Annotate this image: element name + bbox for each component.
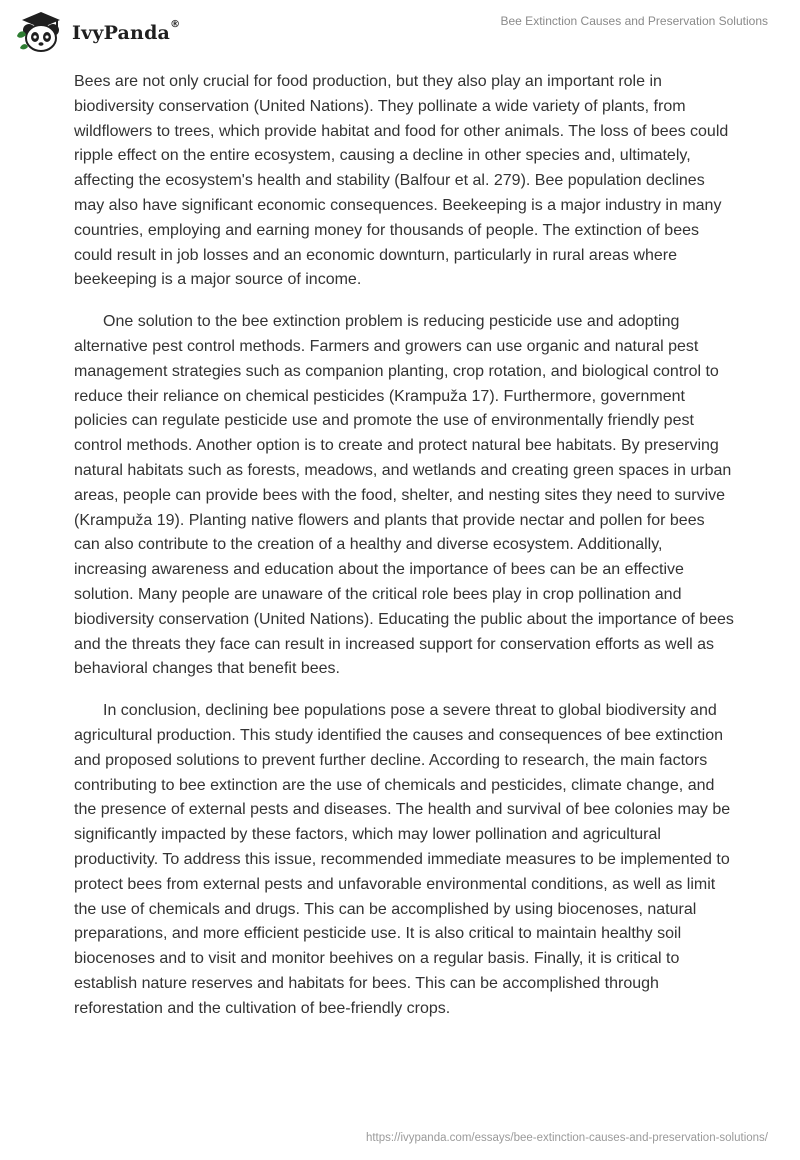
page-header <box>0 0 800 60</box>
paragraph-1: Bees are not only crucial for food production, but they also play an important role in biodiversity conservation (United Nations). They pollinate a wide variety of plants, from wildflowers to trees, which provide habitat and food for other animals. The loss of bees could ripple effect on the entire ecosystem, causing a decline in other species and, ultimately, affecting the ecosystem's health and stability (Balfour et al. 279). Bee population declines may also have significant economic consequences. Beekeeping is a major industry in many countries, employing and earning money for thousands of people. The extinction of bees could result in job losses and an economic downturn, particularly in rural areas where beekeeping is a major source of income. <box>74 73 729 289</box>
paragraph-2: One solution to the bee extinction problem is reducing pesticide use and adopting alternative pest control methods. Farmers and growers can use organic and natural pest management strategies such as companion planting, crop rotation, and biological control to reduce their reliance on chemical pesticides (Krampuža 17). Furthermore, government policies can regulate pesticide use and promote the use of environmentally friendly pest control methods. Another option is to create and protect natural bee habitats. By preserving natural habitats such as forests, meadows, and wetlands and creating green spaces in urban areas, people can provide bees with the food, shelter, and nesting sites they need to survive (Krampuža 19). Planting native flowers and plants that provide nectar and pollen for bees can also contribute to the creation of a healthy and diverse ecosystem. Additionally, increasing awareness and education about the importance of bees can be an effective solution. Many people are unaware of the critical role bees play in crop pollination and biodiversity conservation (United Nations). Educating the public about the importance of bees and the threats they face can result in increased support for conservation efforts as well as behavioral changes that benefit bees. <box>74 313 734 678</box>
document-title: Bee Extinction Causes and Preservation Solutions <box>500 14 768 28</box>
essay-body <box>74 70 734 1038</box>
brand-name: IvyPanda® <box>72 19 181 44</box>
panda-graduation-cap-icon <box>14 8 68 54</box>
paragraph-3: In conclusion, declining bee populations pose a severe threat to global biodiversity and agricultural production. This study identified the causes and consequences of bee extinction and proposed solutions to prevent further decline. According to research, the main factors contributing to bee extinction are the use of chemicals and pesticides, climate change, and the presence of external pests and diseases. The health and survival of bee colonies may be significantly impacted by these factors, which may lower pollination and agricultural productivity. To address this issue, recommended immediate measures to be implemented to protect bees from external pests and unfavorable environmental conditions, as well as limit the use of chemicals and drugs. This can be accomplished by using biocenoses, natural preparations, and more efficient pesticide use. It is also critical to maintain healthy soil biocenoses and to visit and monitor beehives on a regular basis. Finally, it is critical to establish nature reserves and habitats for bees. This can be accomplished through reforestation and the cultivation of bee-friendly crops. <box>74 702 731 1017</box>
ivypanda-logo[interactable] <box>14 8 180 54</box>
registered-mark: ® <box>170 19 181 30</box>
source-url[interactable]: https://ivypanda.com/essays/bee-extinction-causes-and-preservation-solutions/ <box>365 1132 768 1144</box>
